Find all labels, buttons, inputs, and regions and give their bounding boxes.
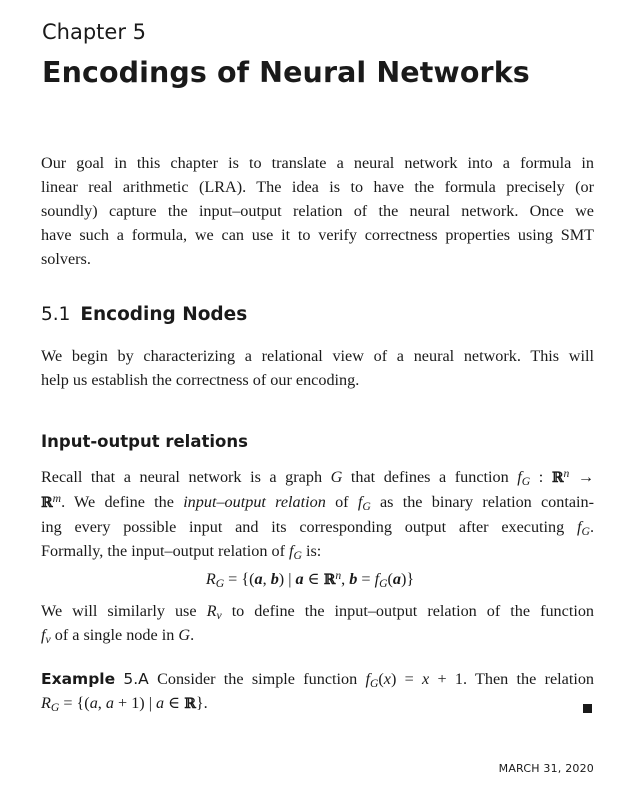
example-text: Consider the simple function [157, 670, 358, 688]
intro-line: have such a formula, we can use it to verify correctness properties using SMT [41, 226, 594, 244]
section-title: Encoding Nodes [80, 304, 248, 325]
chapter-label: Chapter 5 [42, 20, 146, 44]
example-line-1: Example 5.A Consider the simple function $f_G(x) = x + 1$. Then the relation [41, 670, 595, 690]
io-text: Formally, the input–output relation of [41, 542, 285, 560]
subsection-title: Input-output relations [41, 432, 248, 451]
intro-line: solvers. [41, 250, 91, 268]
io-paragraph [41, 465, 594, 563]
intro-paragraph [41, 151, 594, 271]
example-line-2: $R_G = \{(a$, a + 1) | a ∈ ℝ}. [41, 694, 208, 714]
node-text: to define the input–output relation of the function [231, 602, 595, 620]
chapter-title: Encodings of Neural Networks [42, 56, 530, 89]
io-text: of [335, 493, 349, 511]
io-text: is: [306, 542, 322, 560]
relation-equation: $R_G = \{(a$, b) | a ∈ ℝ$^n$, $b = f_G(a)$} [205, 568, 415, 590]
intro-line: Our goal in this chapter is to translate a neural network into a formula in [41, 154, 594, 172]
section-number: 5.1 [41, 304, 71, 325]
node-line-1: We will similarly use $R_v$ to define the input–output relation of the function [41, 602, 595, 622]
io-line-4: Formally, the input–output relation of $f_G$ is: [41, 542, 322, 562]
io-text: that defines a function [350, 468, 509, 486]
io-line-2: ℝ$^m$. We define the input–output relation of $f_G$ as the binary relation contain- [41, 491, 595, 513]
qed-square-icon [583, 704, 592, 713]
section-line: We begin by characterizing a relational view of a neural network. This will [41, 347, 594, 365]
node-text: We will similarly use [41, 602, 197, 620]
intro-line: soundly) capture the input–output relation of the neural network. Once we [41, 202, 594, 220]
io-text: as the binary relation contain- [379, 493, 595, 511]
io-text: Recall that a neural network is a graph [41, 468, 323, 486]
node-text: of a single node in [54, 626, 175, 644]
example-text: . Then the relation [462, 670, 595, 688]
section-line: help us establish the correctness of our encoding. [41, 371, 360, 389]
io-emphasis: input–output relation [183, 493, 326, 511]
example-label: Example [41, 670, 116, 688]
section-heading [41, 304, 247, 325]
io-line-3: ing every possible input and its corresponding output after executing $f_G$. [41, 518, 595, 538]
io-text: . We define the [61, 493, 174, 511]
intro-line: linear real arithmetic (LRA). The idea is to have the formula precisely (or [41, 178, 594, 196]
example-block [41, 667, 594, 716]
section-paragraph [41, 344, 594, 392]
node-paragraph [41, 599, 594, 647]
node-line-2: $f_v$ of a single node in G. [41, 626, 195, 646]
footer-date: MARCH 31, 2020 [498, 762, 594, 775]
io-line-1: Recall that a neural network is a graph G that defines a function $f_G$ : ℝ$^n$ → [41, 466, 595, 488]
io-text: ing every possible input and its corresponding output after executing [41, 518, 565, 536]
example-number: 5.A [123, 670, 149, 688]
